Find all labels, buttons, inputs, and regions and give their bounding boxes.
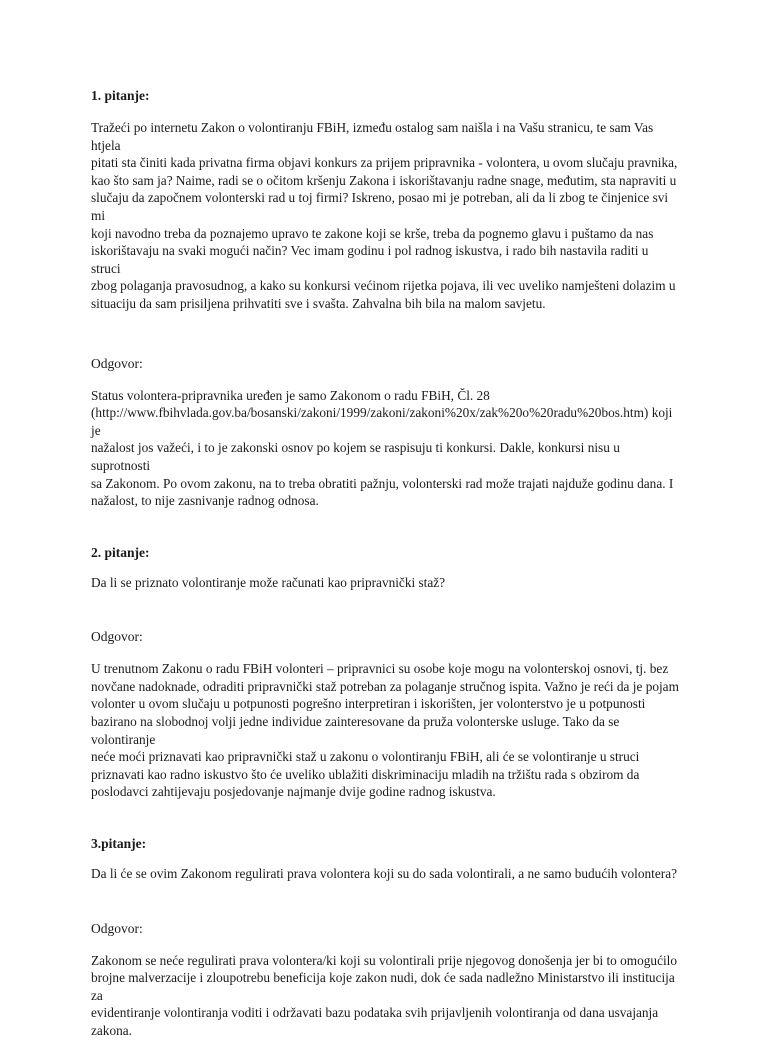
answer-2-label: Odgovor: [91,629,143,645]
text-line: situaciju da sam prisiljena prihvatiti sve i svašta. Zahvalna bih bila na malom savjetu. [91,295,546,311]
document-page [91,80,681,1040]
text-line: sa Zakonom. Po ovom zakonu, na to treba obratiti pažnju, volonterski rad može trajati najduže godinu dana. I [91,475,674,491]
text-line: Zakonom se neće regulirati prava volontera/ki koji su volontirali prije njegovog donošenja jer bi to omogućilo [91,952,678,968]
text-line: koji navodno treba da poznajemo upravo te zakone koji se krše, treba da pognemo glavu i puštamo da nas [91,225,654,241]
text-line: evidentiranje volontiranja voditi i održavati bazu podataka svih prijavljenih volontiranja od dana usvajanja [91,1005,659,1021]
answer-3-label: Odgovor: [91,920,143,936]
question-1-heading: 1. pitanje: [91,88,150,103]
question-3-text [91,865,681,883]
text-line: Status volontera-pripravnika uređen je samo Zakonom o radu FBiH, Čl. 28 [91,387,490,403]
answer-1-label: Odgovor: [91,355,143,371]
question-1-text [91,119,681,313]
text-line: zakona. [91,1023,132,1038]
question-3-heading: 3.pitanje: [91,836,147,852]
text-line: zbog polaganja pravosudnog, a kako su konkursi većinom rijetka pojava, ili vec uveliko namješteni dolazim u [91,278,676,294]
question-2-text [91,574,681,592]
text-line: Da li se priznato volontiranje može računati kao pripravnički staž? [91,574,446,590]
text-line: novčane nadoknade, odraditi pripravnički staž potreban za polaganje stručnog ispita. Važno je reći da je pojam [91,678,679,694]
text-line: volonter u ovom slučaju u potpunosti pogrešno interpretiran i iskorišten, jer volonterstvo je u potpunosti [91,696,646,712]
text-line: U trenutnom Zakonu o radu FBiH volonteri – pripravnici su osobe koje mogu na volonterskoj osnovi, tj. bez [91,661,669,677]
text-line: kao što sam ja? Naime, radi se o očitom kršenju Zakona i iskorištavanju radne snage, međutim, sta napraviti u [91,172,677,188]
text-line: Da li će se ovim Zakonom regulirati prava volontera koji su do sada volontirali, a ne samo budućih volontera? [91,866,678,882]
text-line: nažalost jos važeći, i to je zakonski osnov po kojem se raspisuju ti konkursi. Dakle, konkursi nisu u suprotnosti [91,440,620,473]
question-2-heading: 2. pitanje: [91,544,150,560]
answer-2-text [91,660,681,801]
answer-3-text [91,952,681,1040]
text-line: pitati sta činiti kada privatna firma objavi konkurs za prijem pripravnika - volontera, u ovom slučaju pravnika, [91,155,678,171]
text-line: poslodavci zahtijevaju posjedovanje najmanje dvije godine radnog iskustva. [91,784,496,800]
text-line: neće moći priznavati kao pripravnički staž u zakonu o volontiranju FBiH, ali će se volontiranje u struci [91,749,640,765]
answer-1-text [91,387,681,510]
text-line: nažalost, to nije zasnivanje radnog odnosa. [91,493,319,509]
text-line: slučaju da započnem volonterski rad u toj firmi? Iskreno, posao mi je potreban, ali da li zbog te činjenice svi mi [91,190,669,223]
text-line: (http://www.fbihvlada.gov.ba/bosanski/zakoni/1999/zakoni/zakoni%20x/zak%20o%20radu%20bos.htm) koji je [91,405,673,438]
text-line: bazirano na slobodnoj volji jedne individue zainteresovane da pruža volonterske usluge. Tako da se volontiranje [91,714,620,747]
text-line: priznavati kao radno iskustvo što će uveliko ublažiti diskriminaciju mladih na tržištu rada s obzirom da [91,766,640,782]
text-line: brojne malverzacije i zloupotrebu beneficija koje zakon nudi, dok će sada nadležno Ministarstvo ili institucija za [91,970,675,1003]
text-line: Tražeći po internetu Zakon o volontiranju FBiH, između ostalog sam naišla i na Vašu stranicu, te sam Vas htjela [91,120,654,153]
text-line: iskorištavaju na svaki mogući način? Vec imam godinu i pol radnog iskustva, i rado bih nastavila raditi u struci [91,243,649,276]
